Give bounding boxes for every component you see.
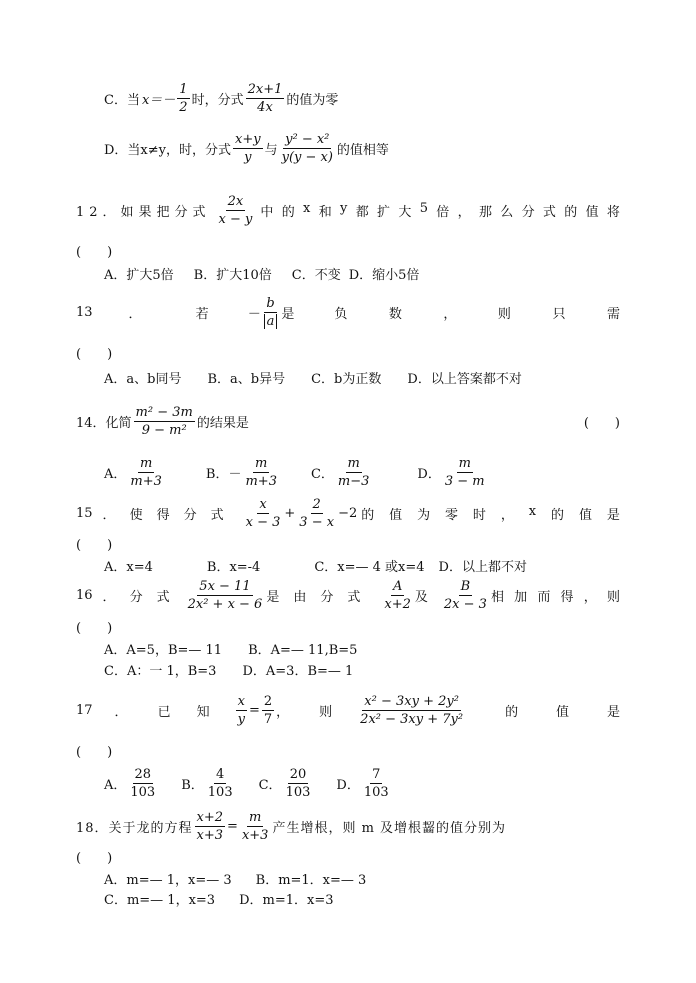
q12-option-c: C．不变 <box>291 267 341 283</box>
q17-number: 17 <box>76 702 93 718</box>
q16-number: 16 <box>76 587 93 603</box>
q17-word: 是 <box>606 704 620 720</box>
q15-fraction-2: $\frac{2}{3 - x}$ <box>299 496 335 530</box>
q13-paren: ( ) <box>76 347 113 362</box>
q16-option-d: D．A=3．B=— 1 <box>242 663 354 679</box>
q12-word: 么 <box>500 204 514 220</box>
q16-options-row-2 <box>104 659 353 679</box>
q15-word: 是 <box>606 507 620 523</box>
q17-option-fraction: $\frac{28}{103}$ <box>130 766 156 800</box>
q16-ji: 及 <box>414 589 428 605</box>
q18-option-d: D．m=1．x=3 <box>239 892 334 908</box>
q12-stem <box>76 190 620 230</box>
q18-option-b: B．m=1．x=— 3 <box>255 872 367 888</box>
q12-word: x <box>303 200 311 216</box>
q13-stem <box>76 292 620 332</box>
q17-option-d <box>336 766 392 801</box>
q15-plus: + <box>284 505 296 521</box>
q13-word: 数 <box>388 306 402 322</box>
q17-eq: = <box>248 702 260 718</box>
q13-options <box>104 367 522 387</box>
q16-words-1 <box>130 586 170 605</box>
q15-tail: −2 <box>338 505 358 521</box>
q13-after: 是 <box>281 306 295 322</box>
q16-fraction-b: $\frac{B}{2x - 3}$ <box>443 578 487 612</box>
q14-option-label: C． <box>310 466 334 482</box>
q15-words-1 <box>130 504 224 523</box>
q15-stem <box>76 492 620 534</box>
q14-option-a <box>104 455 166 490</box>
q14-option-fraction: $\frac{m}{m+3}$ <box>130 455 162 489</box>
q18-right-fraction: $\frac{m}{x+3}$ <box>241 809 269 843</box>
q11d-post: 的值相等 <box>336 142 389 158</box>
q14-option-fraction: $\frac{m}{m+3}$ <box>245 455 277 489</box>
q15-option-b: B．x=-4 <box>206 559 261 575</box>
q17-option-a <box>104 766 159 801</box>
q14-stem <box>76 400 620 442</box>
q13-words <box>294 303 620 322</box>
q12-word: 式 <box>542 204 556 220</box>
q17-option-fraction: $\frac{4}{103}$ <box>207 766 233 800</box>
q16-word: 而 <box>537 589 551 605</box>
q14-option-fraction: $\frac{m}{m-3}$ <box>337 455 370 489</box>
q17-paren: ( ) <box>76 745 113 760</box>
q17-value-fraction: $\frac{2}{7}$ <box>263 693 273 727</box>
q11d-mid: 与 <box>264 142 278 158</box>
q14-paren: ( ) <box>583 415 620 431</box>
q11d-pre: D．当x≠y，时，分式 <box>104 142 231 158</box>
q16-word: 得 <box>560 589 574 605</box>
q13-word: 负 <box>334 306 348 322</box>
q16-words-mid <box>266 586 360 605</box>
q13-word: 则 <box>497 306 511 322</box>
q12-option-d: D．缩小5倍 <box>348 267 420 283</box>
q14-option-sign: － <box>228 466 242 482</box>
q15-options <box>104 555 527 575</box>
q14-options <box>104 452 489 492</box>
q11-option-c <box>104 78 338 118</box>
q13-word: 只 <box>552 306 566 322</box>
q12-word: 值 <box>585 204 599 220</box>
q12-option-b: B．扩大10倍 <box>193 267 272 283</box>
q11c-fraction: $\frac{2x+1}{4x}$ <box>247 81 283 115</box>
q12-word: 和 <box>318 204 332 220</box>
q18-left-fraction: $\frac{x+2}{x+3}$ <box>196 809 224 843</box>
q16-option-c: C．A：一 1，B=3 <box>104 663 217 679</box>
q14-fraction: $\frac{\text{m² − 3m}}{\text{9 − m²}}$ <box>135 404 193 438</box>
q17-option-label: D． <box>336 777 360 793</box>
q12-word: 的 <box>281 204 295 220</box>
q17-option-label: A． <box>104 777 127 793</box>
q16-option-b: B．A=— 11,B=5 <box>248 642 358 658</box>
q15-word: ， <box>500 507 514 523</box>
q15-word: 为 <box>417 507 431 523</box>
q12-word: 倍 <box>436 204 450 220</box>
q15-word: 值 <box>389 507 403 523</box>
q17-expression-fraction: $\frac{\text{x² − 3xy + 2y²}}{\text{2x² − 3xy + 7y²}}$ <box>360 693 464 727</box>
q12-word: 那 <box>478 204 492 220</box>
q11-option-d <box>104 128 389 168</box>
q16-fraction-a: $\frac{A}{x+2}$ <box>384 578 411 612</box>
q15-option-a: A．x=4 <box>104 559 153 575</box>
q16-words-2 <box>491 586 620 605</box>
q11c-eq: x＝－ <box>141 92 176 108</box>
q15-word: 得 <box>156 507 170 523</box>
q15-dot: ． <box>102 507 116 523</box>
q16-dot: ． <box>102 589 116 605</box>
q17-dot: ． <box>114 704 128 720</box>
q15-number: 15 <box>76 505 93 521</box>
q13-option-b: B．a、b异号 <box>207 371 286 387</box>
q18-option-c: C．m=— 1，x=3 <box>104 892 216 908</box>
q11d-fraction-1: $\frac{x+y}{y}$ <box>235 131 261 165</box>
q16-stem <box>76 574 620 616</box>
q15-fraction-1: $\frac{x}{x - 3}$ <box>245 496 281 530</box>
q16-option-a: A．A=5，B=— 11 <box>104 642 223 658</box>
q18-paren: ( ) <box>76 851 113 866</box>
q16-word: 相 <box>490 589 504 605</box>
q17-comma: ， <box>276 704 290 720</box>
q12-word: ， <box>457 204 471 220</box>
q16-word: 式 <box>156 589 170 605</box>
q14-option-b <box>206 455 281 490</box>
q13-fraction: $\frac{b}{a}$ <box>262 295 280 330</box>
q12-word: 的 <box>564 204 578 220</box>
q13-word: 需 <box>606 306 620 322</box>
q12-word: 5 <box>419 200 428 216</box>
q11c-half-fraction: $\frac{1}{2}$ <box>179 81 188 115</box>
q15-option-c: C．x=— 4 或x=4 <box>314 559 425 575</box>
q13-option-d: D．以上答案都不对 <box>407 371 522 387</box>
q16-word: 由 <box>293 589 307 605</box>
q16-fraction: $\frac{5x - 11}{\text{2x² + x − 6}}$ <box>187 578 263 612</box>
q14-option-c <box>311 455 373 490</box>
q18-option-a: A．m=— 1，x=— 3 <box>104 872 232 888</box>
q17-option-label: B． <box>181 777 204 793</box>
q13-neg: － <box>246 306 260 322</box>
q14-pre: 14．化简 <box>76 415 132 431</box>
q18-options-row-1 <box>104 868 366 888</box>
q16-word: 是 <box>266 589 280 605</box>
q16-paren: ( ) <box>76 621 113 636</box>
q17-option-fraction: $\frac{7}{103}$ <box>363 766 389 800</box>
q17-word: 值 <box>556 704 570 720</box>
q16-word: 加 <box>514 589 528 605</box>
q16-word: 式 <box>347 589 361 605</box>
q12-option-a: A．扩大5倍 <box>104 267 174 283</box>
q16-word: 分 <box>129 589 143 605</box>
q16-word: ， <box>583 589 597 605</box>
q17-option-label: C． <box>258 777 282 793</box>
q11d-fraction-2: $\frac{\text{y² − x²}}{y(y - x)}$ <box>281 131 333 165</box>
q12-options <box>104 263 419 283</box>
q13-word: ， <box>443 306 457 322</box>
q11c-post: 的值为零 <box>286 92 339 108</box>
q12-words <box>260 201 620 220</box>
q17-option-b <box>181 766 236 801</box>
q14-option-label: A． <box>104 466 127 482</box>
q15-words-2 <box>357 504 620 523</box>
q17-cond-fraction: $\frac{x}{y}$ <box>237 693 245 727</box>
q11c-pre: C．当 <box>104 92 140 108</box>
q14-post: 的结果是 <box>196 415 249 431</box>
q15-word: x <box>528 503 537 519</box>
q14-option-label: B． <box>205 466 229 482</box>
q18-post: 产生增根，则 m 及增根齧的值分别为 <box>272 820 507 836</box>
q12-word: y <box>340 200 348 216</box>
q17-option-c <box>259 766 315 801</box>
q17-stem <box>76 688 620 732</box>
q13-ruo: 若 <box>195 306 209 322</box>
q13-number: 13 <box>76 304 93 320</box>
q11c-mid: 时，分式 <box>191 92 244 108</box>
q12-paren: ( ) <box>76 245 113 260</box>
q12-pre: 12．如果把分式 <box>76 204 211 220</box>
q12-fraction: $\frac{2x}{x - y}$ <box>218 193 253 227</box>
q15-word: 的 <box>551 507 565 523</box>
q17-word: 的 <box>505 704 519 720</box>
q12-word: 大 <box>398 204 412 220</box>
q15-word: 使 <box>129 507 143 523</box>
q12-word: 中 <box>260 204 274 220</box>
q12-word: 将 <box>606 204 620 220</box>
q15-word: 时 <box>472 507 486 523</box>
q12-word: 都 <box>355 204 369 220</box>
q12-word: 分 <box>521 204 535 220</box>
q18-pre: 18．关于龙的方程 <box>76 820 193 836</box>
q16-options-row-1 <box>104 638 357 658</box>
q14-option-label: D． <box>417 466 441 482</box>
q17-zhi: 知 <box>196 704 210 720</box>
q15-paren: ( ) <box>76 538 113 553</box>
q15-word: 零 <box>445 507 459 523</box>
q17-options <box>104 762 393 804</box>
q15-word: 分 <box>183 507 197 523</box>
q18-stem <box>76 806 620 846</box>
q17-ze: 则 <box>319 704 333 720</box>
q16-word: 则 <box>606 589 620 605</box>
q15-word: 值 <box>578 507 592 523</box>
q14-option-d <box>417 455 488 490</box>
q15-word: 式 <box>210 507 224 523</box>
q18-eq: = <box>227 818 238 834</box>
q16-word: 分 <box>320 589 334 605</box>
q13-dot: ． <box>128 306 142 322</box>
q17-option-fraction: $\frac{20}{103}$ <box>285 766 311 800</box>
q17-words <box>467 701 620 720</box>
q15-option-d: D．以上都不对 <box>438 559 527 575</box>
q14-option-fraction: $\frac{m}{3 - m}$ <box>444 455 485 489</box>
q12-word: 扩 <box>377 204 391 220</box>
q18-options-row-2 <box>104 888 334 908</box>
q13-option-a: A．a、b同号 <box>104 371 182 387</box>
q13-option-c: C．b为正数 <box>311 371 382 387</box>
q17-yi: 已 <box>157 704 171 720</box>
q15-word: 的 <box>361 507 375 523</box>
